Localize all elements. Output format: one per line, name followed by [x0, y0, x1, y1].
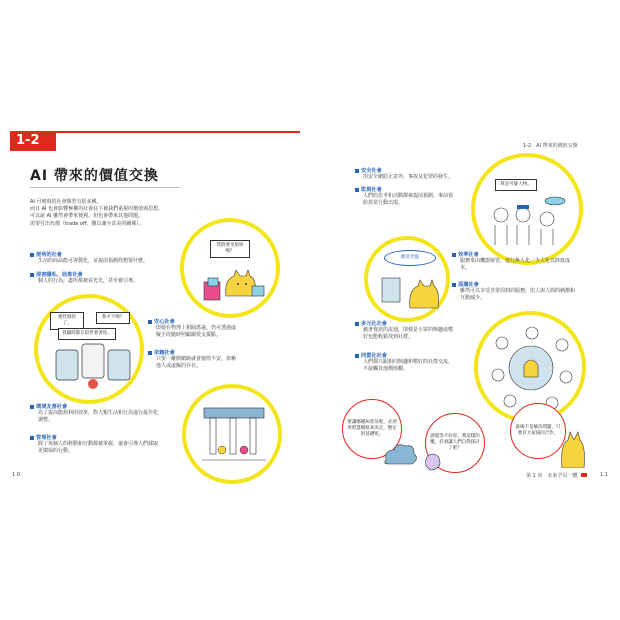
section-convenient: [30, 251, 148, 265]
section-text: 更環保的行動。: [38, 448, 74, 455]
illustration-circle-surveillance: [471, 153, 583, 265]
section-heading: 侵害隱私、助推社會: [36, 272, 83, 278]
section-efficient: [452, 251, 570, 272]
illustration-circle-companion: [34, 294, 144, 404]
section-text: 人們都只跟相同興趣和嗜好的社群交流，: [363, 359, 454, 365]
bullet-square-icon: [355, 169, 359, 173]
illustration-circle-convenience: [180, 218, 280, 318]
section-text: 雖然可以享受非常周到的服務，但人與人間的刺激和: [460, 288, 576, 294]
intro-line: 可以說 AI 雖然會帶來便利，但也會帶來其他問題。: [30, 213, 144, 220]
section-text: 藉著資訊的流通，即便是小眾的興趣或嗜: [363, 327, 454, 333]
speech-bubble: 我是可疑人物。: [495, 179, 537, 191]
bullet-square-icon: [355, 188, 359, 192]
section-heading: 依賴社會: [154, 350, 175, 356]
section-text: 為了提高能源利用效率，對人類生活和行為進行最佳化: [38, 410, 159, 416]
speech-bubble: 我將要享很快嗎？: [210, 240, 250, 258]
section-diverse: [355, 320, 453, 341]
bullet-square-icon: [30, 436, 34, 440]
footer-marker: [581, 473, 587, 477]
bullet-square-icon: [355, 354, 359, 358]
section-heading: 管理社會: [36, 435, 57, 441]
section-heading: 安全社會: [361, 168, 382, 174]
chapter-tag: 1-2: [10, 131, 56, 151]
section-heading: 便利的社會: [36, 252, 62, 258]
section-heading: 效率社會: [458, 252, 479, 258]
intro-line: AI 可實現的社會類型有很多種。: [30, 199, 102, 205]
title-divider: [30, 187, 180, 188]
running-head: 1-2 AI 帶來的價值交換: [523, 143, 578, 149]
cat-shopping-illustration: [194, 252, 274, 312]
section-text: 互動減少。: [460, 295, 486, 302]
page-title: AI 帶來的價值交換: [30, 168, 159, 184]
section-text: 擬手段隨時照顧關愛支援點。: [156, 332, 222, 339]
section-heading: 監視社會: [361, 187, 382, 193]
phones-illustration: [50, 342, 136, 392]
speech-bubble: 要控制你了。: [50, 312, 84, 330]
page-number-right: 1 1: [600, 472, 608, 478]
footer-chapter: 第 1 章 未來予以一體: [526, 473, 578, 479]
section-eco: [30, 403, 158, 424]
section-safe: [355, 167, 453, 181]
bullet-square-icon: [30, 253, 34, 257]
robot-cat-illustration: [376, 268, 442, 316]
section-surveillance: [355, 186, 453, 207]
section-text: 即使在物理上相隔遙遠，仍可透過虛: [156, 325, 237, 331]
section-heading: 孤獨社會: [458, 282, 479, 288]
bullet-square-icon: [30, 273, 34, 277]
network-community-illustration: [488, 325, 574, 411]
cloud-bird-illustration: [380, 436, 450, 476]
section-managed: [30, 434, 158, 455]
cat-peeking-illustration: [560, 428, 586, 468]
section-text: 防異常行動出現。: [363, 200, 404, 207]
section-privacy: [30, 271, 138, 285]
speech-bubble: 我才不嗎？: [96, 312, 130, 324]
section-heading: 環境友善社會: [36, 404, 68, 410]
section-heading: 多元化社會: [361, 321, 387, 327]
speech-bubble-red: 最後不是解決問題，只要有大家協同合作。: [510, 403, 566, 459]
section-text: 生活的商品能可客製化，並提前預測你想要什麼。: [38, 258, 149, 264]
bullet-square-icon: [148, 351, 152, 355]
city-rain-illustration: [196, 402, 272, 472]
section-text: 他人或虛擬的存在。: [156, 363, 202, 370]
bullet-square-icon: [30, 405, 34, 409]
section-text: 調整。: [38, 417, 54, 424]
section-text: 本。: [460, 265, 471, 272]
page-number-left: 1 0: [12, 472, 20, 478]
bullet-square-icon: [148, 320, 152, 324]
section-text: 人們的思考和活動都被提前預測，事前預: [363, 193, 454, 199]
bullet-square-icon: [452, 283, 456, 287]
section-dependent: [148, 349, 236, 370]
section-text: 個人的行為，盡所都被看光光，甚至被引導。: [38, 278, 139, 284]
section-text: 只要一離開網路就會憶惶不安，依賴: [156, 356, 237, 362]
welcome-sign: 歡迎光臨: [384, 250, 436, 266]
section-heading: 安心社會: [154, 319, 175, 325]
section-lonely: [452, 281, 575, 302]
section-text: 除了每個人的移動和行動都被掌握，還會引導人們採取: [38, 441, 159, 447]
illustration-circle-efficiency: [364, 236, 450, 322]
bullet-square-icon: [355, 322, 359, 326]
section-secure: [148, 318, 236, 339]
speech-bubble: 我隨時都在陪伴著著你。: [58, 328, 116, 340]
intro-paragraph: [30, 199, 210, 228]
section-text: 好也能輕鬆找到社群。: [363, 334, 414, 341]
section-text: 服務業由機器接管，進行無人化／少人化以降低成: [460, 258, 571, 264]
speech-bubble-red: 要讓哪種AI普及呢，必須用智慧網絡來決定，整定的基礎呢。: [342, 399, 402, 459]
intro-line: 而且 AI 也會影響極權的社會底下被我們重視的價值與思想。: [30, 206, 164, 213]
section-text: 用安全網防止意外、事故及犯罪的發生。: [363, 174, 454, 180]
bullet-square-icon: [452, 253, 456, 257]
section-heading: 同質化社會: [361, 353, 387, 359]
guards-drone-illustration: [487, 193, 571, 253]
section-text: 不接觸其他價值觀。: [363, 366, 409, 373]
intro-line: 需要付出代價（trade off，難以兼全其美的關係）。: [30, 220, 144, 227]
speech-bubble-red: 感覺等不好你，我這樣的權，必須讓人們自我探討了吧？: [425, 413, 485, 473]
illustration-circle-environment: [182, 384, 282, 484]
section-homogeneous: [355, 352, 453, 373]
